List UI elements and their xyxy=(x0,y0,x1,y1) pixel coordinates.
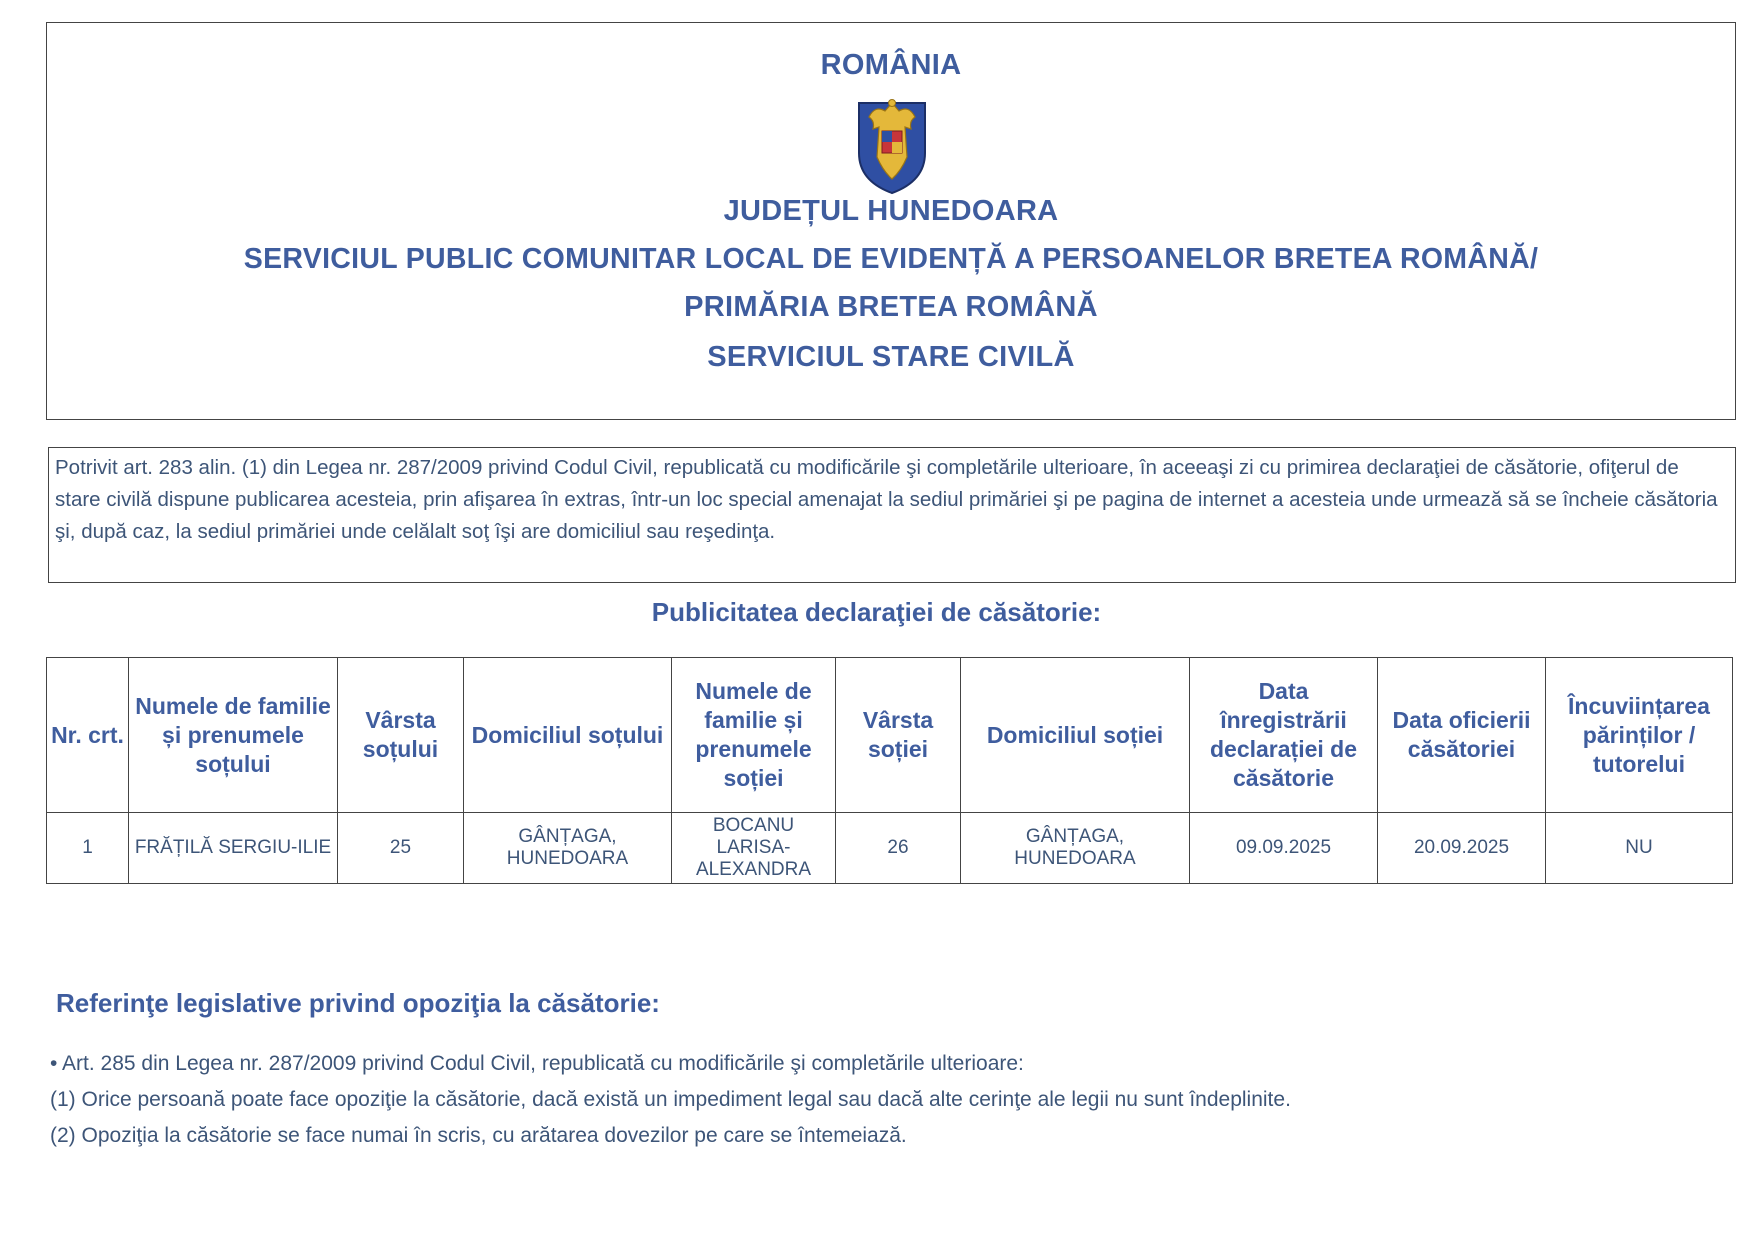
reference-line: (2) Opoziţia la căsătorie se face numai în scris, cu arătarea dovezilor pe care se întemeiază. xyxy=(50,1124,907,1147)
publicity-title: Publicitatea declaraţiei de căsătorie: xyxy=(651,597,1102,627)
county-title: JUDEȚUL HUNEDOARA xyxy=(723,195,1059,227)
header-box xyxy=(46,22,1736,420)
table-cell: 20.09.2025 xyxy=(1378,813,1546,884)
references-title: Referinţe legislative privind opoziţia la căsătorie: xyxy=(56,988,660,1018)
header-cell: Domiciliul soției xyxy=(961,658,1190,813)
table-cell: 09.09.2025 xyxy=(1190,813,1378,884)
table-cell: NU xyxy=(1546,813,1733,884)
service-title: SERVICIUL PUBLIC COMUNITAR LOCAL DE EVIDENȚĂ A PERSOANELOR BRETEA ROMÂNĂ/ xyxy=(243,243,1539,275)
header-cell: Nr. crt. xyxy=(47,658,129,813)
legal-notice-paragraph: Potrivit art. 283 alin. (1) din Legea nr. 287/2009 privind Codul Civil, republicată cu modificările şi completările ulterioare, în aceeaşi zi cu primirea declaraţiei de căsătorie, ofiţerul de stare civilă dispune publicarea acesteia, prin afişarea în extras, într-un loc special amenajat la sediul primăriei şi pe pagina de internet a acesteia unde urmează să se încheie căsătoria şi, după caz, la sediul primăriei unde celălalt soţ îşi are domiciliul sau reşedinţa. xyxy=(48,447,1736,583)
marriage-declaration-table xyxy=(46,657,1733,884)
country-title: ROMÂNIA xyxy=(820,49,962,81)
table-cell: FRĂȚILĂ SERGIU-ILIE xyxy=(129,813,338,884)
header-cell: Încuviințarea părinților / tutorelui xyxy=(1546,658,1733,813)
town-hall-title: PRIMĂRIA BRETEA ROMÂNĂ xyxy=(684,291,1098,323)
table-row xyxy=(47,813,1733,884)
table-cell: GÂNȚAGA, HUNEDOARA xyxy=(464,813,672,884)
coat-of-arms-icon xyxy=(855,95,929,195)
table-cell: 25 xyxy=(338,813,464,884)
table-cell: BOCANU LARISA-ALEXANDRA xyxy=(672,813,836,884)
department-title: SERVICIUL STARE CIVILĂ xyxy=(707,341,1075,373)
table-header-row xyxy=(47,658,1733,813)
header-cell: Domiciliul soțului xyxy=(464,658,672,813)
header-cell: Numele de familie și prenumele soției xyxy=(672,658,836,813)
header-cell: Vârsta soțului xyxy=(338,658,464,813)
header-cell: Numele de familie și prenumele soțului xyxy=(129,658,338,813)
table-cell: 26 xyxy=(836,813,961,884)
header-cell: Data oficierii căsătoriei xyxy=(1378,658,1546,813)
reference-line: • Art. 285 din Legea nr. 287/2009 privind Codul Civil, republicată cu modificările şi completările ulterioare: xyxy=(50,1052,1024,1075)
table-cell: 1 xyxy=(47,813,129,884)
table-cell: GÂNȚAGA, HUNEDOARA xyxy=(961,813,1190,884)
reference-line: (1) Orice persoană poate face opoziţie la căsătorie, dacă există un impediment legal sau dacă alte cerinţe ale legii nu sunt îndeplinite. xyxy=(50,1088,1291,1111)
header-cell: Data înregistrării declarației de căsătorie xyxy=(1190,658,1378,813)
header-cell: Vârsta soției xyxy=(836,658,961,813)
